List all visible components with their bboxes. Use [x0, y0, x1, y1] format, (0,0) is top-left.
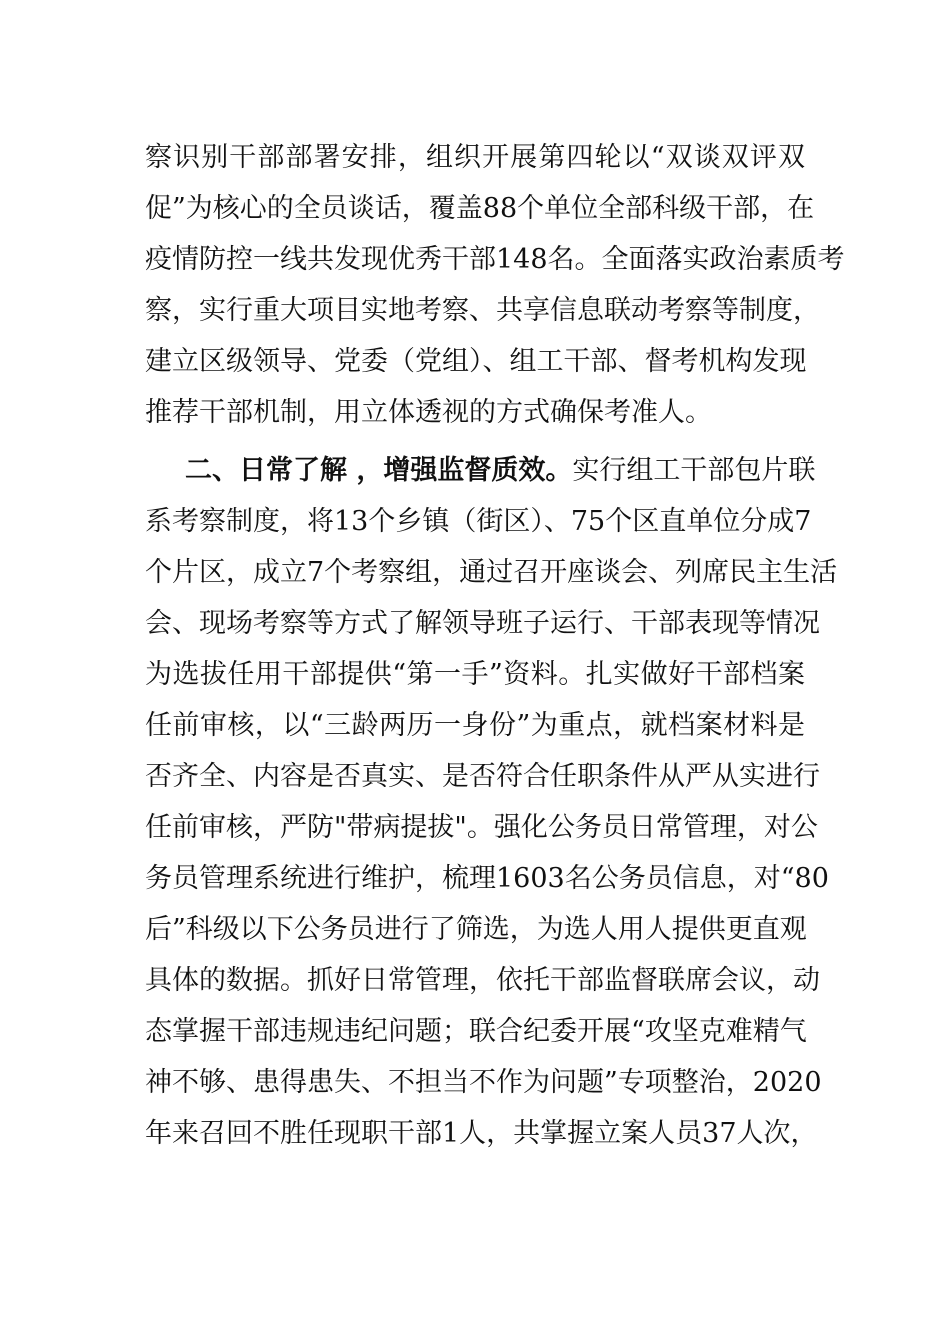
para2-line-13: 年来召回不胜任现职干部1人，共掌握立案人员37人次， [145, 1118, 818, 1149]
para2-line-1: 系考察制度，将13个乡镇（街区）、75个区直单位分成7 [145, 506, 812, 537]
para1-line-3: 疫情防控一线共发现优秀干部148名。全面落实政治素质考 [145, 244, 845, 275]
para2-line-2: 个片区，成立7个考察组，通过召开座谈会、列席民主生活 [145, 557, 838, 588]
para2-line-4: 为选拔任用干部提供“第一手”资料。扎实做好干部档案 [145, 659, 805, 690]
para2-line-12: 神不够、患得患失、不担当不作为问题”专项整治，2020 [145, 1067, 822, 1098]
para2-first-line-text: 实行组工干部包片联 [572, 455, 816, 486]
para2-line-3: 会、现场考察等方式了解领导班子运行、干部表现等情况 [145, 608, 820, 639]
para2-line-7: 任前审核，严防"带病提拔"。强化公务员日常管理，对公 [145, 812, 818, 843]
para1-line-1: 察识别干部部署安排，组织开展第四轮以“双谈双评双 [145, 142, 805, 173]
para2-line-9: 后”科级以下公务员进行了筛选，为选人用人提供更直观 [145, 914, 807, 945]
para1-line-5: 建立区级领导、党委（党组）、组工干部、督考机构发现 [145, 346, 807, 377]
para2-line-11: 态掌握干部违规违纪问题；联合纪委开展“攻坚克难精气 [145, 1016, 807, 1047]
para2-line-8: 务员管理系统进行维护，梳理1603名公务员信息，对“80 [145, 863, 829, 894]
para1-line-2: 促”为核心的全员谈话，覆盖88个单位全部科级干部，在 [145, 193, 815, 224]
para1-line-6: 推荐干部机制，用立体透视的方式确保考准人。 [145, 397, 712, 428]
para2-line-5: 任前审核，以“三龄两历一身份”为重点，就档案材料是 [145, 710, 805, 741]
para2-line-10: 具体的数据。抓好日常管理，依托干部监督联席会议，动 [145, 965, 820, 996]
section2-heading: 二、日常了解 ，增强监督质效。 [185, 455, 573, 486]
para1-line-4: 察，实行重大项目实地考察、共享信息联动考察等制度， [145, 295, 820, 326]
para2-line-6: 否齐全、内容是否真实、是否符合任职条件从严从实进行 [145, 761, 820, 792]
section2-first-line [145, 451, 816, 491]
